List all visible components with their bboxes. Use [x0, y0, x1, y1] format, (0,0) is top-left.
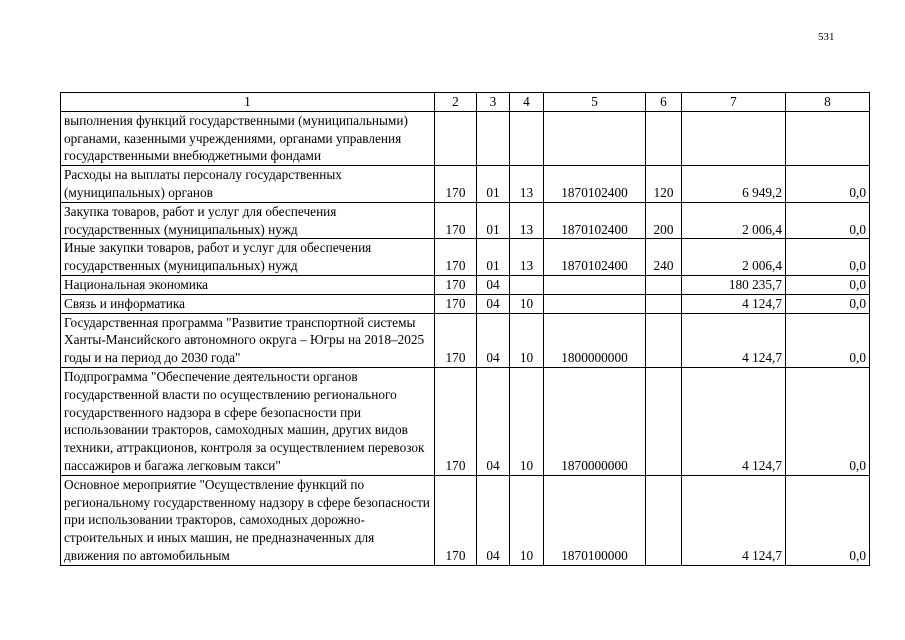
- column-number-row: [61, 93, 870, 112]
- section-code-cell: 04: [477, 294, 510, 313]
- target-article-cell: 1870102400: [544, 239, 646, 276]
- amount-cell: 6 949,2: [682, 166, 786, 203]
- subsection-code-cell: 13: [510, 202, 544, 239]
- amount-2-cell: 0,0: [786, 239, 870, 276]
- table-row: [61, 202, 870, 239]
- target-article-cell: [544, 294, 646, 313]
- admin-code-cell: 170: [435, 275, 477, 294]
- admin-code-cell: 170: [435, 475, 477, 565]
- target-article-cell: [544, 111, 646, 165]
- table-row: [61, 294, 870, 313]
- section-code-cell: 04: [477, 313, 510, 367]
- admin-code-cell: 170: [435, 294, 477, 313]
- section-code-cell: 04: [477, 367, 510, 475]
- amount-2-cell: [786, 111, 870, 165]
- admin-code-cell: 170: [435, 239, 477, 276]
- section-code-cell: 04: [477, 275, 510, 294]
- column-header: 8: [786, 93, 870, 112]
- target-article-cell: [544, 275, 646, 294]
- subsection-code-cell: [510, 111, 544, 165]
- expense-type-cell: [646, 313, 682, 367]
- row-name-cell: Иные закупки товаров, работ и услуг для обеспечения государственных (муниципальных) нужд: [61, 239, 435, 276]
- amount-cell: 4 124,7: [682, 367, 786, 475]
- subsection-code-cell: 13: [510, 239, 544, 276]
- admin-code-cell: 170: [435, 202, 477, 239]
- subsection-code-cell: 13: [510, 166, 544, 203]
- column-header: 6: [646, 93, 682, 112]
- row-name-cell: Государственная программа "Развитие транспортной системы Ханты-Мансийского автономного округа – Югры на 2018–2025 годы и на период до 2030 года": [61, 313, 435, 367]
- amount-2-cell: 0,0: [786, 275, 870, 294]
- row-name-cell: Расходы на выплаты персоналу государственных (муниципальных) органов: [61, 166, 435, 203]
- subsection-code-cell: 10: [510, 367, 544, 475]
- page-number: 531: [818, 31, 835, 43]
- row-name-cell: выполнения функций государственными (муниципальными) органами, казенными учреждениями, органами управления государственными внебюджетными фондами: [61, 111, 435, 165]
- column-header: 3: [477, 93, 510, 112]
- row-name-cell: Национальная экономика: [61, 275, 435, 294]
- target-article-cell: 1800000000: [544, 313, 646, 367]
- target-article-cell: 1870000000: [544, 367, 646, 475]
- amount-cell: 2 006,4: [682, 202, 786, 239]
- expense-type-cell: [646, 367, 682, 475]
- table-row: [61, 475, 870, 565]
- subsection-code-cell: 10: [510, 313, 544, 367]
- target-article-cell: 1870102400: [544, 166, 646, 203]
- subsection-code-cell: 10: [510, 294, 544, 313]
- section-code-cell: 01: [477, 239, 510, 276]
- table-row: [61, 275, 870, 294]
- table-row: [61, 111, 870, 165]
- expense-type-cell: 120: [646, 166, 682, 203]
- amount-2-cell: 0,0: [786, 202, 870, 239]
- subsection-code-cell: 10: [510, 475, 544, 565]
- expense-type-cell: [646, 275, 682, 294]
- section-code-cell: 01: [477, 166, 510, 203]
- target-article-cell: 1870102400: [544, 202, 646, 239]
- target-article-cell: 1870100000: [544, 475, 646, 565]
- amount-cell: 180 235,7: [682, 275, 786, 294]
- amount-2-cell: 0,0: [786, 313, 870, 367]
- admin-code-cell: 170: [435, 166, 477, 203]
- table-row: [61, 239, 870, 276]
- table-row: [61, 313, 870, 367]
- budget-table: [60, 92, 870, 566]
- table-row: [61, 166, 870, 203]
- amount-cell: 4 124,7: [682, 294, 786, 313]
- section-code-cell: 04: [477, 475, 510, 565]
- row-name-cell: Основное мероприятие "Осуществление функций по региональному государственному надзору в сфере безопасности при использовании тракторов, самоходных дорожно-строительных и иных машин, не предназначенных для движения по автомобильным: [61, 475, 435, 565]
- section-code-cell: [477, 111, 510, 165]
- column-header: 4: [510, 93, 544, 112]
- row-name-cell: Подпрограмма "Обеспечение деятельности органов государственной власти по осуществлению регионального государственного надзора в сфере безопасности при использовании тракторов, самоходных машин, других видов техники, аттракционов, контроля за осуществлением перевозок пассажиров и багажа легковым такси": [61, 367, 435, 475]
- admin-code-cell: [435, 111, 477, 165]
- amount-2-cell: 0,0: [786, 367, 870, 475]
- expense-type-cell: 240: [646, 239, 682, 276]
- expense-type-cell: [646, 111, 682, 165]
- table-row: [61, 367, 870, 475]
- expense-type-cell: [646, 294, 682, 313]
- amount-cell: 4 124,7: [682, 475, 786, 565]
- column-header: 7: [682, 93, 786, 112]
- column-header: 1: [61, 93, 435, 112]
- expense-type-cell: [646, 475, 682, 565]
- row-name-cell: Связь и информатика: [61, 294, 435, 313]
- section-code-cell: 01: [477, 202, 510, 239]
- admin-code-cell: 170: [435, 313, 477, 367]
- expense-type-cell: 200: [646, 202, 682, 239]
- subsection-code-cell: [510, 275, 544, 294]
- table-body: [61, 93, 870, 566]
- column-header: 5: [544, 93, 646, 112]
- amount-cell: 2 006,4: [682, 239, 786, 276]
- amount-cell: 4 124,7: [682, 313, 786, 367]
- amount-2-cell: 0,0: [786, 475, 870, 565]
- amount-2-cell: 0,0: [786, 294, 870, 313]
- row-name-cell: Закупка товаров, работ и услуг для обеспечения государственных (муниципальных) нужд: [61, 202, 435, 239]
- amount-2-cell: 0,0: [786, 166, 870, 203]
- admin-code-cell: 170: [435, 367, 477, 475]
- column-header: 2: [435, 93, 477, 112]
- amount-cell: [682, 111, 786, 165]
